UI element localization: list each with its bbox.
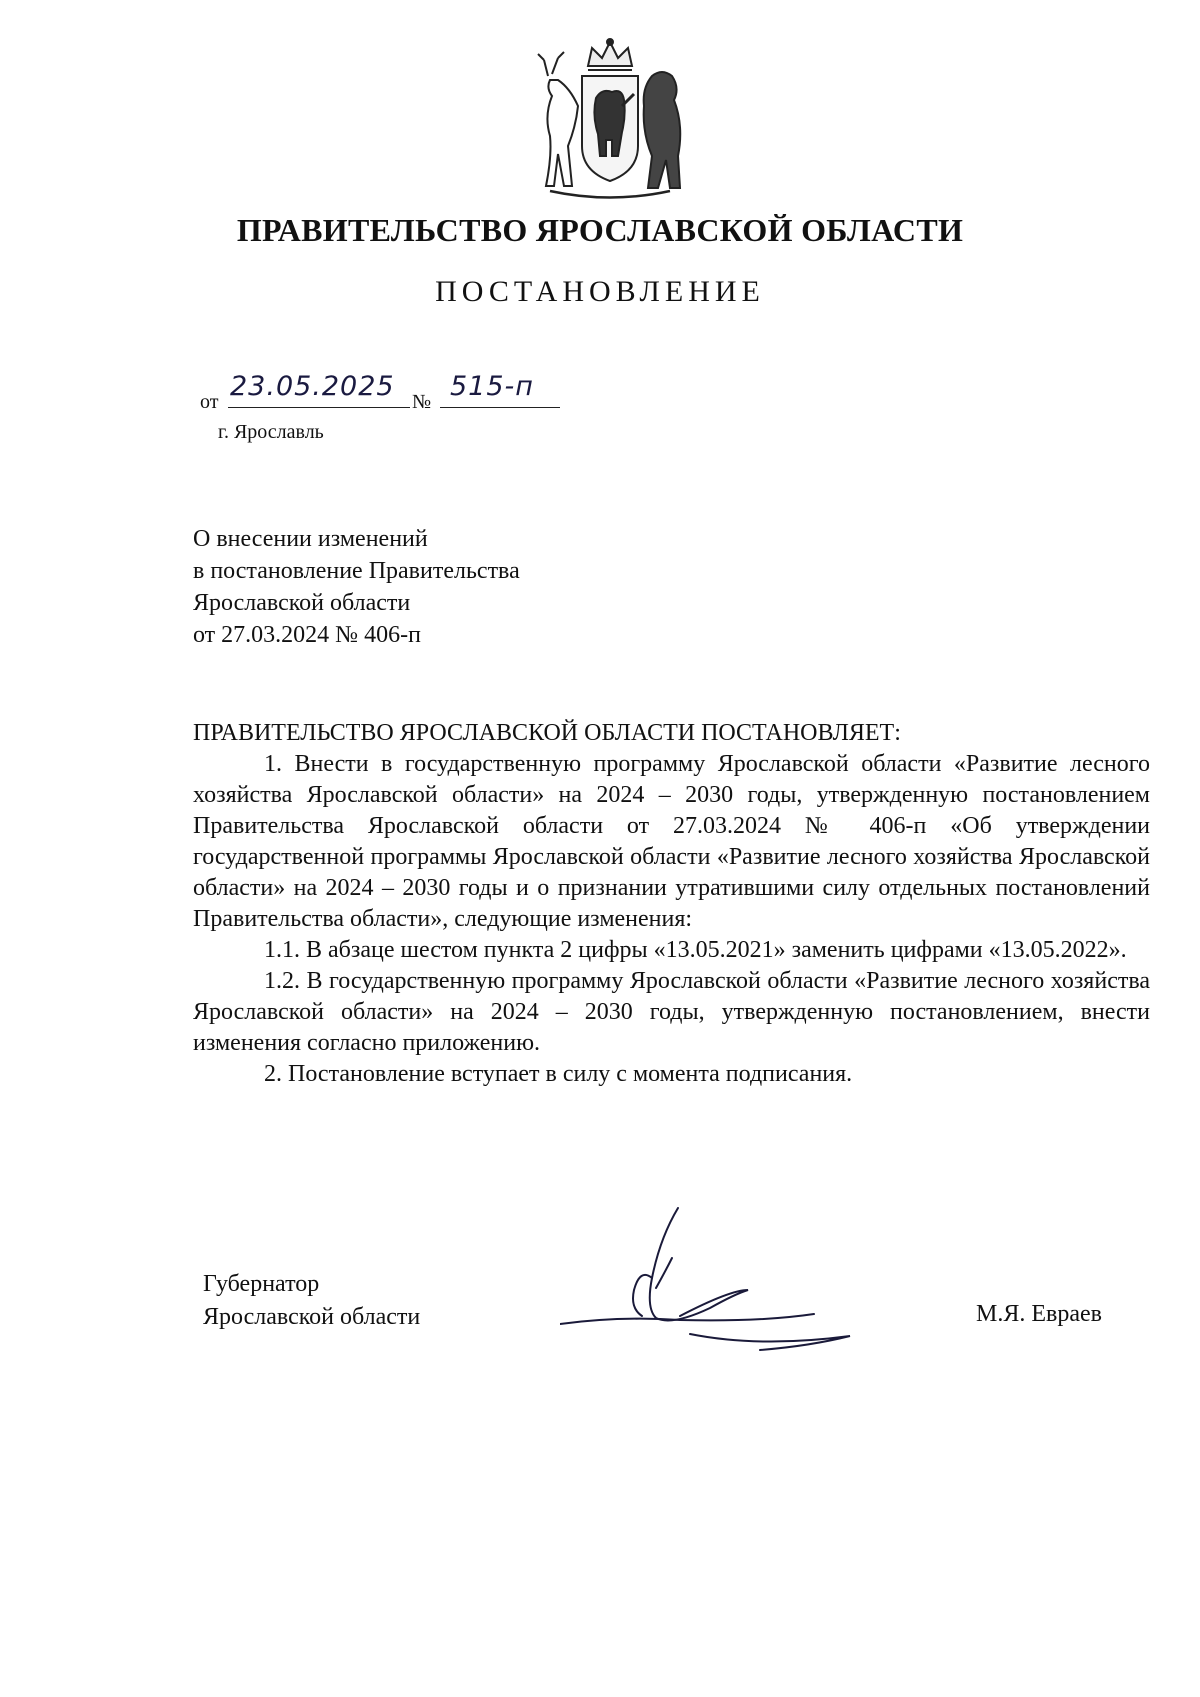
signatory-name: М.Я. Евраев — [976, 1301, 1102, 1327]
resolution-lead: ПРАВИТЕЛЬСТВО ЯРОСЛАВСКОЙ ОБЛАСТИ ПОСТАНОВЛЯЕТ: — [193, 720, 901, 746]
subject-line: в постановление Правительства — [193, 558, 520, 584]
paragraph: 1.2. В государственную программу Ярославской области «Развитие лесного хозяйства Ярославской области» на 2024 – 2030 годы, утвержденную постановлением, внести изменения согласно приложению. — [193, 968, 1150, 1056]
date-number-line — [200, 371, 620, 417]
paragraph: 2. Постановление вступает в силу с момента подписания. — [264, 1061, 853, 1087]
position-line: Ярославской области — [203, 1304, 421, 1330]
paragraph: 1.1. В абзаце шестом пункта 2 цифры «13.05.2021» заменить цифрами «13.05.2022». — [264, 937, 1127, 963]
subject-line: О внесении изменений — [193, 526, 428, 552]
position-line: Губернатор — [203, 1271, 320, 1297]
city: г. Ярославль — [218, 421, 324, 443]
subject-line: от 27.03.2024 № 406-п — [193, 622, 421, 648]
handwritten-signature-icon — [560, 1198, 900, 1358]
number-sign: № — [412, 391, 432, 413]
document-type: ПОСТАНОВЛЕНИЕ — [435, 275, 765, 308]
document-number: 515-п — [440, 371, 560, 408]
paragraph: 1. Внести в государственную программу Ярославской области «Развитие лесного хозяйства Ярославской области» на 2024 – 2030 годы, утвержденную постановлением Правительства Ярославской области от 27.03.2024 № 406-п «Об утверждении государственной программы Ярославской области «Развитие лесного хозяйства Ярославской области» на 2024 – 2030 годы и о признании утратившими силу отдельных постановлений Правительства области», следующие изменения: — [193, 751, 1150, 932]
document-date: 23.05.2025 — [228, 371, 410, 408]
signatory-position — [203, 1268, 420, 1334]
subject-line: Ярославской области — [193, 590, 411, 616]
coat-of-arms-icon — [530, 36, 690, 206]
org-title: ПРАВИТЕЛЬСТВО ЯРОСЛАВСКОЙ ОБЛАСТИ — [236, 212, 964, 248]
document-subject — [193, 523, 520, 651]
date-prefix: от — [200, 391, 219, 413]
document-body — [193, 718, 1150, 1090]
